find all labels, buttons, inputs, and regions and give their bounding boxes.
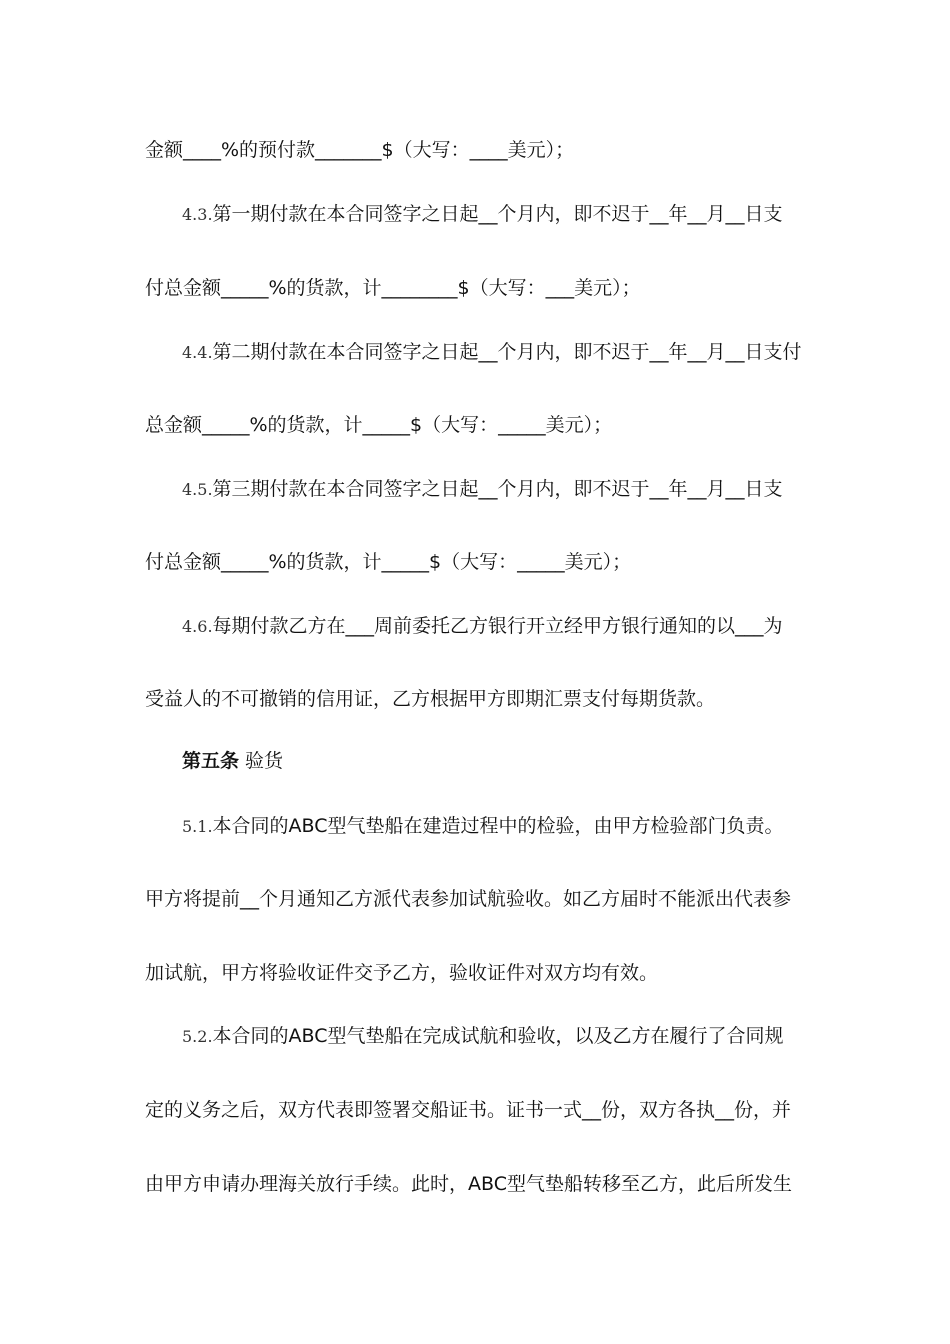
clause-4-4-line (182, 339, 950, 366)
clause-number: 4.3. (182, 205, 213, 224)
text-line-13 (145, 960, 950, 986)
line-text: 每期付款乙方在___周前委托乙方银行开立经甲方银行通知的以___为 (212, 615, 783, 637)
clause-number: 5.1. (182, 817, 213, 836)
clause-number: 4.4. (182, 343, 213, 362)
line-text: 由甲方申请办理海关放行手续。此时，ABC型气垫船转移至乙方，此后所发生 (145, 1173, 792, 1195)
line-text: 金额____%的预付款_______$（大写：____美元）； (145, 139, 575, 161)
section-title: 验货 (239, 750, 284, 772)
text-line-12 (145, 886, 950, 912)
line-text: 付总金额_____%的货款，计________$（大写：___美元）； (145, 277, 641, 299)
clause-number: 4.5. (182, 480, 213, 499)
line-text: 本合同的ABC型气垫船在完成试航和验收，以及乙方在履行了合同规 (212, 1025, 784, 1047)
text-line-3 (145, 275, 950, 301)
line-text: 定的义务之后，双方代表即签署交船证书。证书一式__份，双方各执__份，并 (145, 1099, 792, 1121)
line-text: 付总金额_____%的货款，计_____$（大写：_____美元）； (145, 551, 632, 573)
text-line-16 (145, 1171, 950, 1197)
line-text: 甲方将提前__个月通知乙方派代表参加试航验收。如乙方届时不能派出代表参 (145, 888, 792, 910)
text-line-7 (145, 549, 950, 575)
clause-5-2-line (182, 1023, 950, 1050)
line-text: 第三期付款在本合同签字之日起__个月内，即不迟于__年__月__日支 (212, 478, 783, 500)
clause-4-5-line (182, 476, 950, 503)
line-text: 第一期付款在本合同签字之日起__个月内，即不迟于__年__月__日支 (212, 203, 783, 225)
text-line-15 (145, 1097, 950, 1123)
clause-4-6-line (182, 613, 950, 640)
clause-4-3-line (182, 201, 950, 228)
text-line-1 (145, 137, 950, 163)
section-number: 第五条 (182, 750, 240, 772)
text-line-9 (145, 686, 950, 712)
line-text: 总金额_____%的货款，计_____$（大写：_____美元）； (145, 414, 613, 436)
clause-5-1-line (182, 813, 950, 840)
line-text: 第二期付款在本合同签字之日起__个月内，即不迟于__年__月__日支付 (212, 341, 802, 363)
clause-number: 4.6. (182, 617, 213, 636)
section-heading (182, 748, 950, 774)
text-line-5 (145, 412, 950, 438)
line-text: 本合同的ABC型气垫船在建造过程中的检验，由甲方检验部门负责。 (212, 815, 784, 837)
line-text: 受益人的不可撤销的信用证，乙方根据甲方即期汇票支付每期货款。 (145, 688, 716, 710)
line-text: 加试航，甲方将验收证件交予乙方，验收证件对双方均有效。 (145, 962, 659, 984)
clause-number: 5.2. (182, 1027, 213, 1046)
